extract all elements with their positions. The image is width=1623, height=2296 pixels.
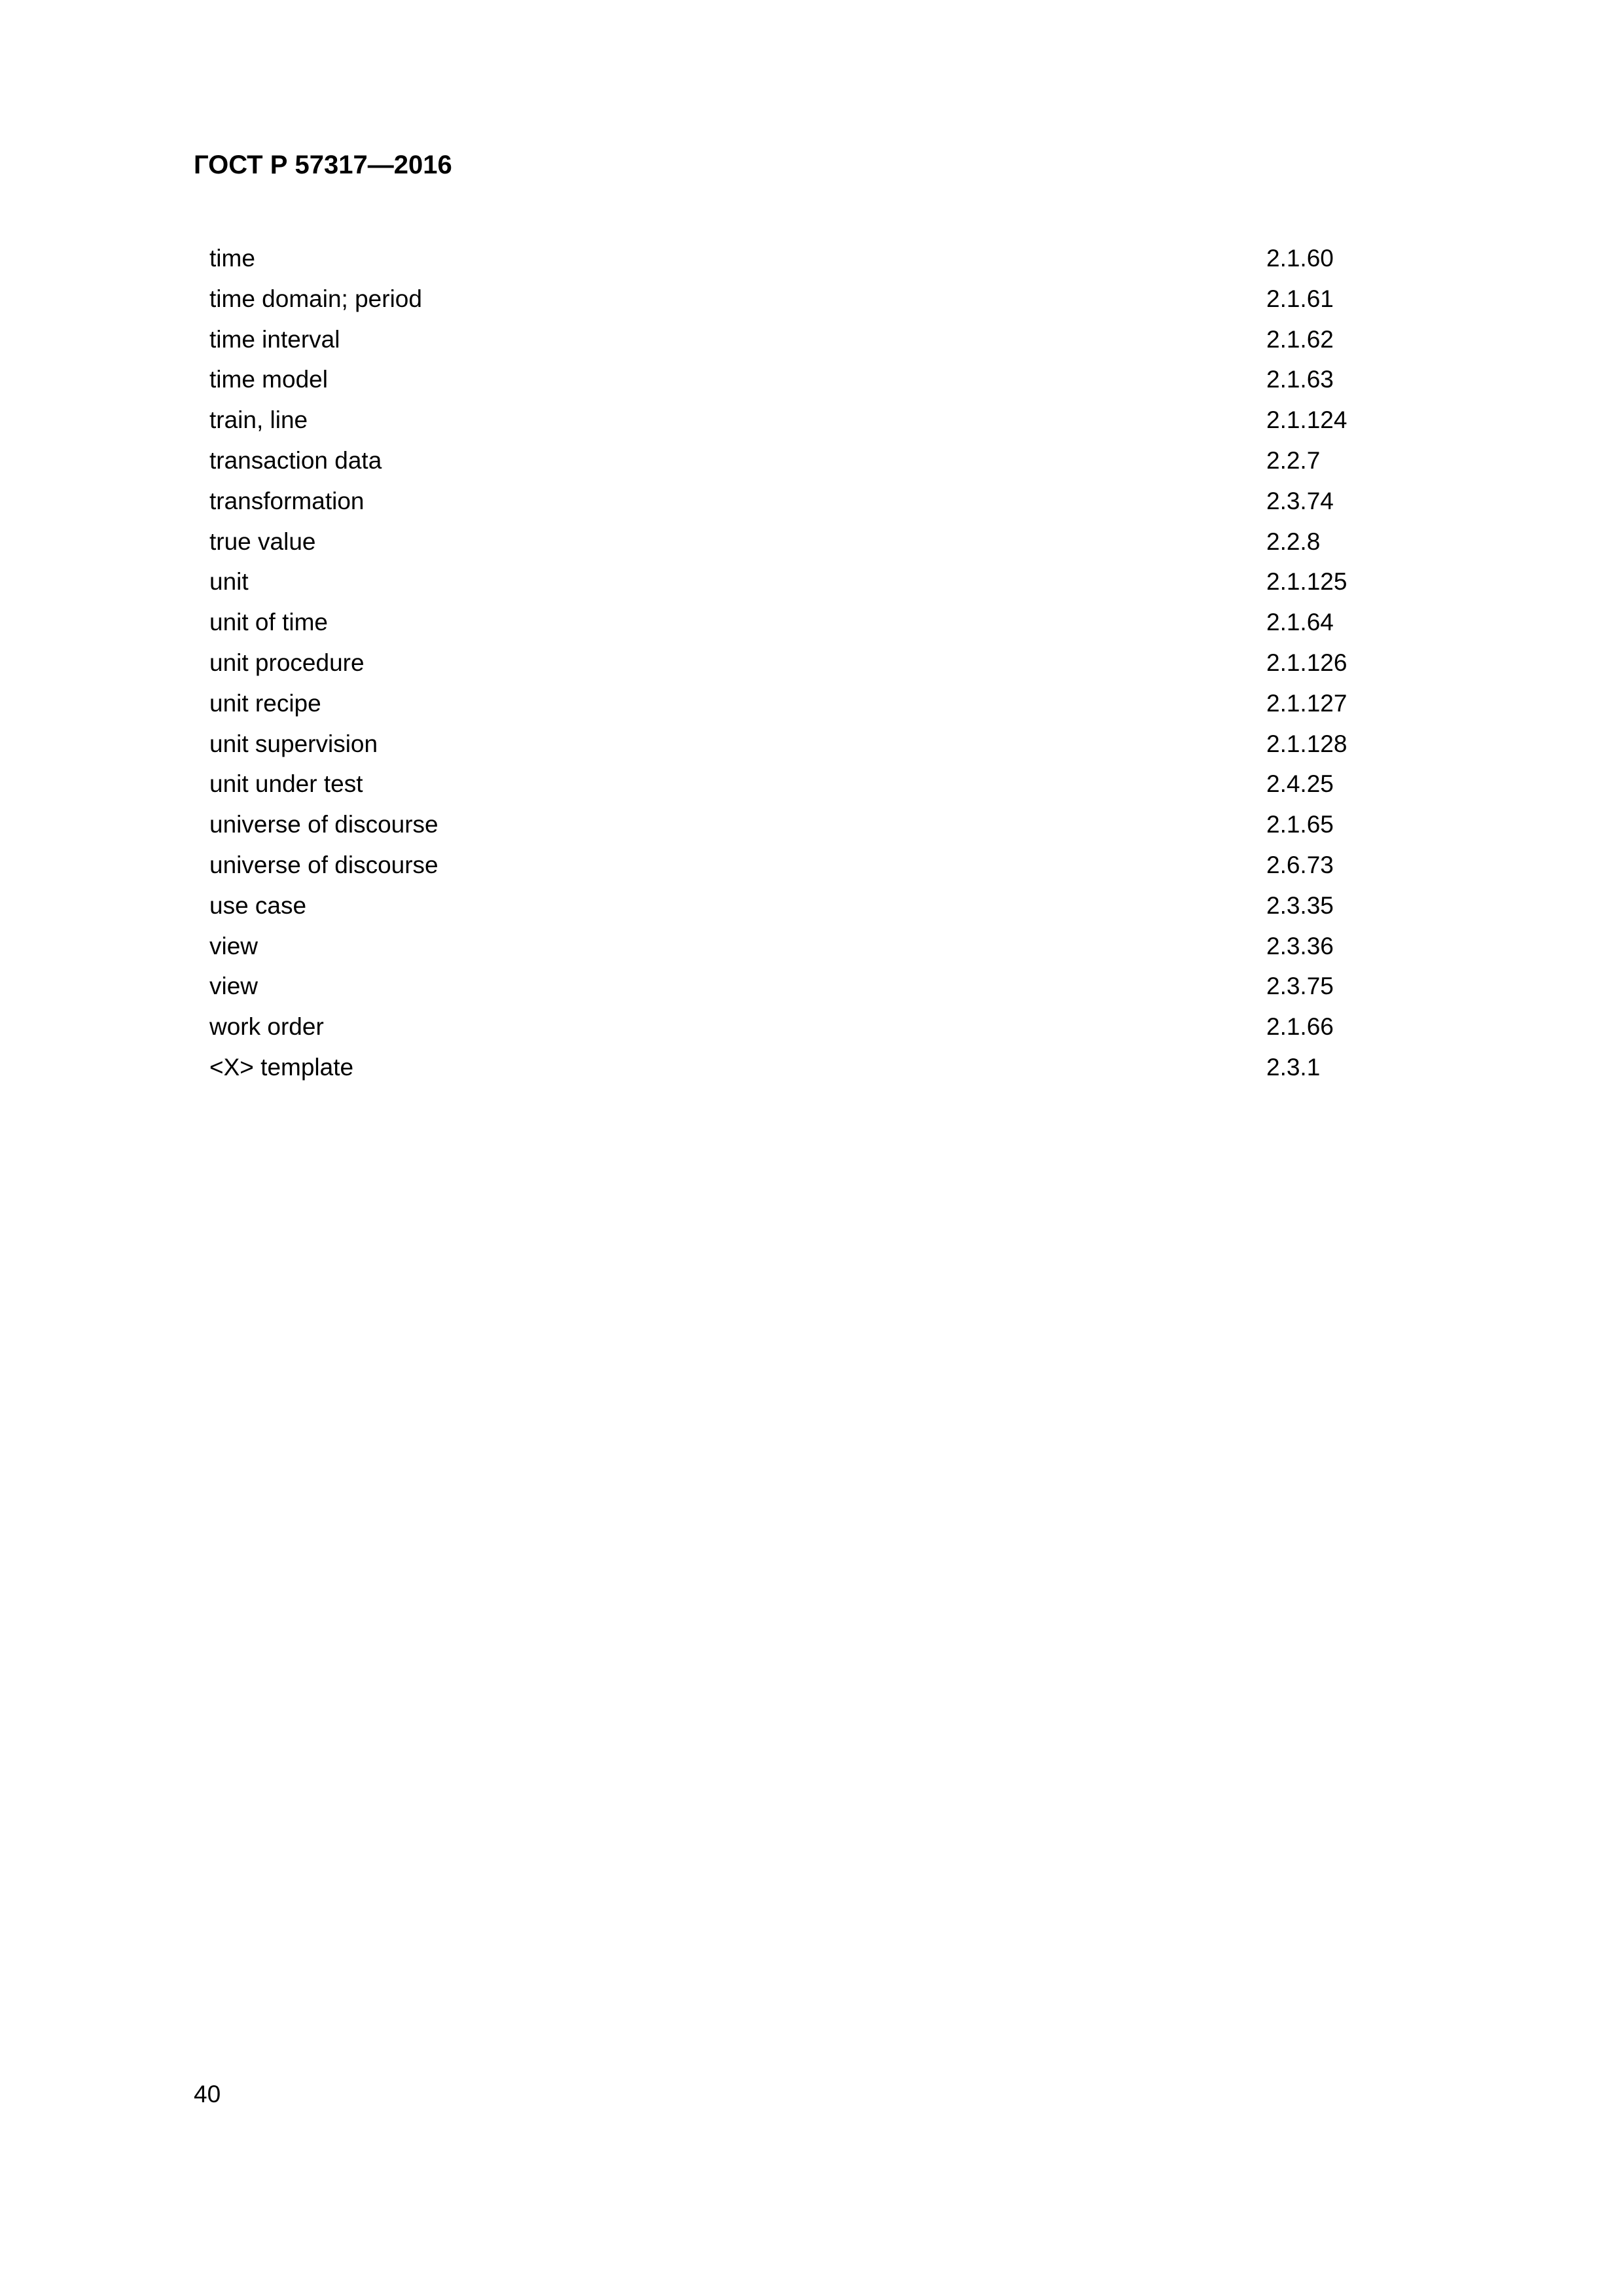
index-term: universe of discourse [209, 811, 438, 838]
index-term: time interval [209, 325, 340, 353]
index-term: use case [209, 891, 307, 919]
index-term: unit [209, 568, 249, 596]
index-row [209, 926, 1387, 967]
index-term: train, line [209, 406, 308, 434]
document-code-header: ГОСТ Р 57317—2016 [194, 151, 452, 179]
index-row [209, 804, 1387, 845]
index-row [209, 966, 1387, 1007]
index-term: transaction data [209, 446, 382, 474]
index-row [209, 845, 1387, 886]
index-row [209, 683, 1387, 724]
index-row [209, 724, 1387, 764]
index-row [209, 1007, 1387, 1047]
index-term: view [209, 973, 259, 1000]
index-ref: 2.4.25 [1266, 770, 1334, 798]
index-term: <X> template [209, 1053, 354, 1081]
index-ref: 2.1.126 [1266, 649, 1347, 676]
index-row [209, 886, 1387, 926]
index-row [209, 238, 1387, 279]
index-term: time [209, 245, 255, 272]
index-row [209, 319, 1387, 360]
index-row [209, 602, 1387, 643]
index-ref: 2.1.125 [1266, 568, 1347, 596]
index-term: true value [209, 528, 316, 555]
index-term: time domain; period [209, 285, 422, 312]
index-row [209, 359, 1387, 400]
index-term: unit procedure [209, 649, 365, 676]
index-term: transformation [209, 487, 365, 514]
index-term: time model [209, 366, 328, 393]
index-ref: 2.3.75 [1266, 973, 1334, 1000]
index-ref: 2.1.127 [1266, 689, 1347, 717]
index-term: view [209, 932, 259, 960]
index-ref: 2.1.128 [1266, 730, 1347, 757]
index-row [209, 1047, 1387, 1088]
index-term: unit under test [209, 770, 363, 798]
index-row [209, 522, 1387, 562]
index-row [209, 562, 1387, 602]
index-ref: 2.2.8 [1266, 528, 1321, 555]
index-row [209, 400, 1387, 440]
index-ref: 2.1.62 [1266, 325, 1334, 353]
index-ref: 2.6.73 [1266, 851, 1334, 878]
page-number: 40 [194, 2081, 221, 2108]
index-ref: 2.1.124 [1266, 406, 1347, 434]
term-index-table [209, 238, 1387, 1088]
index-ref: 2.3.1 [1266, 1053, 1321, 1081]
index-row [209, 481, 1387, 522]
index-term: unit supervision [209, 730, 378, 757]
index-ref: 2.3.36 [1266, 932, 1334, 960]
index-row [209, 440, 1387, 481]
index-row [209, 279, 1387, 319]
index-term: unit of time [209, 609, 328, 636]
index-ref: 2.3.74 [1266, 487, 1334, 514]
index-ref: 2.1.60 [1266, 245, 1334, 272]
index-ref: 2.3.35 [1266, 891, 1334, 919]
index-ref: 2.2.7 [1266, 446, 1321, 474]
index-row [209, 764, 1387, 804]
index-term: work order [209, 1013, 324, 1041]
index-ref: 2.1.64 [1266, 609, 1334, 636]
index-ref: 2.1.65 [1266, 811, 1334, 838]
index-ref: 2.1.61 [1266, 285, 1334, 312]
index-ref: 2.1.66 [1266, 1013, 1334, 1041]
index-row [209, 643, 1387, 683]
index-term: universe of discourse [209, 851, 438, 878]
index-ref: 2.1.63 [1266, 366, 1334, 393]
index-term: unit recipe [209, 689, 321, 717]
